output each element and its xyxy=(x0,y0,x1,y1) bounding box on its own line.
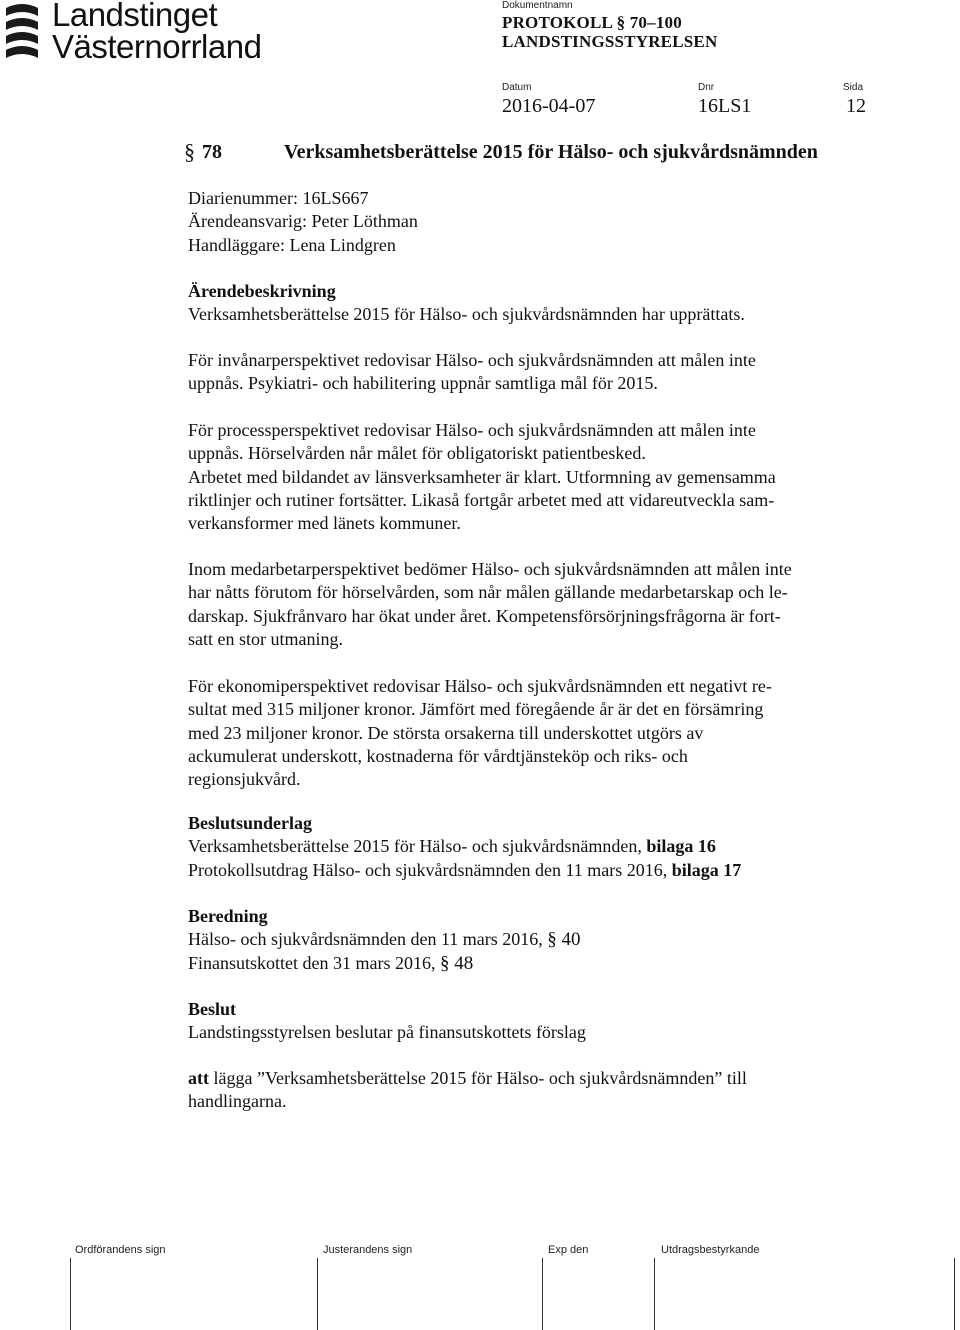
page-value: 12 xyxy=(846,95,866,117)
beredning-heading: Beredning xyxy=(188,906,268,926)
logo-wordmark xyxy=(52,0,261,64)
logo-line-2: Västernorrland xyxy=(52,28,262,65)
section-title: Verksamhetsberättelse 2015 för Hälso- och sjukvårdsnämnden xyxy=(284,141,818,163)
signature-box-justerande xyxy=(318,1258,543,1330)
beredning-item-2 xyxy=(188,952,868,975)
text-line: satt en stor utmaning. xyxy=(188,628,343,649)
arendebeskrivning-heading: Ärendebeskrivning xyxy=(188,281,336,301)
text-line: För processperspektivet redovisar Hälso- och sjukvårdsnämnden att målen inte xyxy=(188,420,756,440)
text-line: verkansformer med länets kommuner. xyxy=(188,513,461,534)
signature-box-exp xyxy=(542,1258,655,1330)
dnr-value: 16LS1 xyxy=(698,95,752,117)
footer-utdragsbestyrkande: Utdragsbestyrkande xyxy=(661,1244,760,1256)
text-line: ackumulerat underskott, kostnaderna för vårdtjänsteköp och riks- och xyxy=(188,745,688,766)
footer-exp-den: Exp den xyxy=(548,1244,589,1256)
decision-text-cont: handlingarna. xyxy=(188,1091,287,1112)
process-paragraph xyxy=(188,419,868,535)
beslutsunderlag-heading: Beslutsunderlag xyxy=(188,813,313,833)
invanare-paragraph xyxy=(188,349,868,396)
dnr-label: Dnr xyxy=(698,82,715,93)
text-line: Inom medarbetarperspektivet bedömer Hälso- och sjukvårdsnämnden att målen inte xyxy=(188,559,792,579)
logo xyxy=(0,0,280,70)
arendebeskrivning-p1: Verksamhetsberättelse 2015 för Hälso- och sjukvårdsnämnden har upprättats. xyxy=(188,304,745,325)
landstinget-logo-mark xyxy=(2,2,42,64)
beredning-item-1 xyxy=(188,928,868,951)
beslut-att-line xyxy=(188,1067,868,1090)
beslut-intro: Landstingsstyrelsen beslutar på finansutskottets förslag xyxy=(188,1022,586,1043)
signature-box-utdrag xyxy=(654,1258,955,1330)
date-value: 2016-04-07 xyxy=(502,95,596,117)
beredning-section xyxy=(188,905,868,975)
text-line: riktlinjer och rutiner fortsätter. Likaså fortgår arbetet med att vidareutveckla sam- xyxy=(188,489,775,510)
beslut-heading: Beslut xyxy=(188,999,237,1019)
logo-line-1: Landstinget xyxy=(52,0,218,33)
beslutsunderlag-section xyxy=(188,812,868,882)
text-line: med 23 miljoner kronor. De största orsakerna till underskottet utgörs av xyxy=(188,722,704,743)
arendeansvarig: Ärendeansvarig: Peter Löthman xyxy=(188,211,418,232)
bilaga-ref: bilaga 16 xyxy=(646,836,716,857)
beslutsunderlag-item-2 xyxy=(188,859,868,882)
text-line: Arbetet med bildandet av länsverksamheter är klart. Utformning av gemensamma xyxy=(188,466,776,487)
page-label: Sida xyxy=(843,82,864,93)
signature-box-ordforande xyxy=(70,1258,318,1330)
footer-justerande-sign: Justerandens sign xyxy=(323,1244,413,1256)
paragraph-sign-icon: § xyxy=(184,139,195,164)
text-line: uppnås. Hörselvården når målet för obligatoriskt patientbesked. xyxy=(188,443,646,464)
text-line: För ekonomiperspektivet redovisar Hälso- och sjukvårdsnämnden ett negativt re- xyxy=(188,676,772,696)
item-text: Protokollsutdrag Hälso- och sjukvårdsnämnden den 11 mars 2016, xyxy=(188,859,668,880)
doc-name-label: Dokumentnamn xyxy=(502,0,573,11)
medarbetare-paragraph xyxy=(188,558,868,651)
bilaga-ref: bilaga 17 xyxy=(671,859,742,880)
footer-ordforande-sign: Ordförandens sign xyxy=(75,1244,166,1256)
text-line: har nåtts förutom för hörselvården, som når målen gällande medarbetarskap och le- xyxy=(188,582,788,603)
paragraph-ref: § 48 xyxy=(439,952,474,974)
ekonomi-paragraph xyxy=(188,675,868,791)
diarienummer: Diarienummer: 16LS667 xyxy=(188,188,369,208)
handlaggare: Handläggare: Lena Lindgren xyxy=(188,234,396,255)
beslut-decision xyxy=(188,1067,868,1114)
text-line: sultat med 315 miljoner kronor. Jämfört med föregående år är det en försämring xyxy=(188,699,764,720)
text-line: darskap. Sjukfrånvaro har ökat under året. Kompetensförsörjningsfrågorna är fort- xyxy=(188,605,781,626)
doc-title-line-2: LANDSTINGSSTYRELSEN xyxy=(502,32,718,51)
item-text: Verksamhetsberättelse 2015 för Hälso- och sjukvårdsnämnden, xyxy=(188,836,642,857)
case-meta xyxy=(188,187,868,257)
beslutsunderlag-item-1 xyxy=(188,835,868,858)
text-line: För invånarperspektivet redovisar Hälso- och sjukvårdsnämnden att målen inte xyxy=(188,350,756,370)
section-number: 78 xyxy=(202,141,222,163)
date-label: Datum xyxy=(502,82,532,93)
arendebeskrivning-section xyxy=(188,280,868,327)
att-keyword: att xyxy=(188,1068,209,1088)
decision-text: lägga ”Verksamhetsberättelse 2015 för Hälso- och sjukvårdsnämnden” till xyxy=(213,1068,747,1088)
item-text: Hälso- och sjukvårdsnämnden den 11 mars 2016, xyxy=(188,929,543,950)
paragraph-ref: § 40 xyxy=(547,929,581,951)
text-line: regionsjukvård. xyxy=(188,769,301,790)
beslut-section xyxy=(188,998,868,1045)
doc-title-line-1: PROTOKOLL § 70–100 xyxy=(502,13,682,32)
text-line: uppnås. Psykiatri- och habilitering uppnår samtliga mål för 2015. xyxy=(188,373,658,394)
item-text: Finansutskottet den 31 mars 2016, xyxy=(188,952,436,973)
